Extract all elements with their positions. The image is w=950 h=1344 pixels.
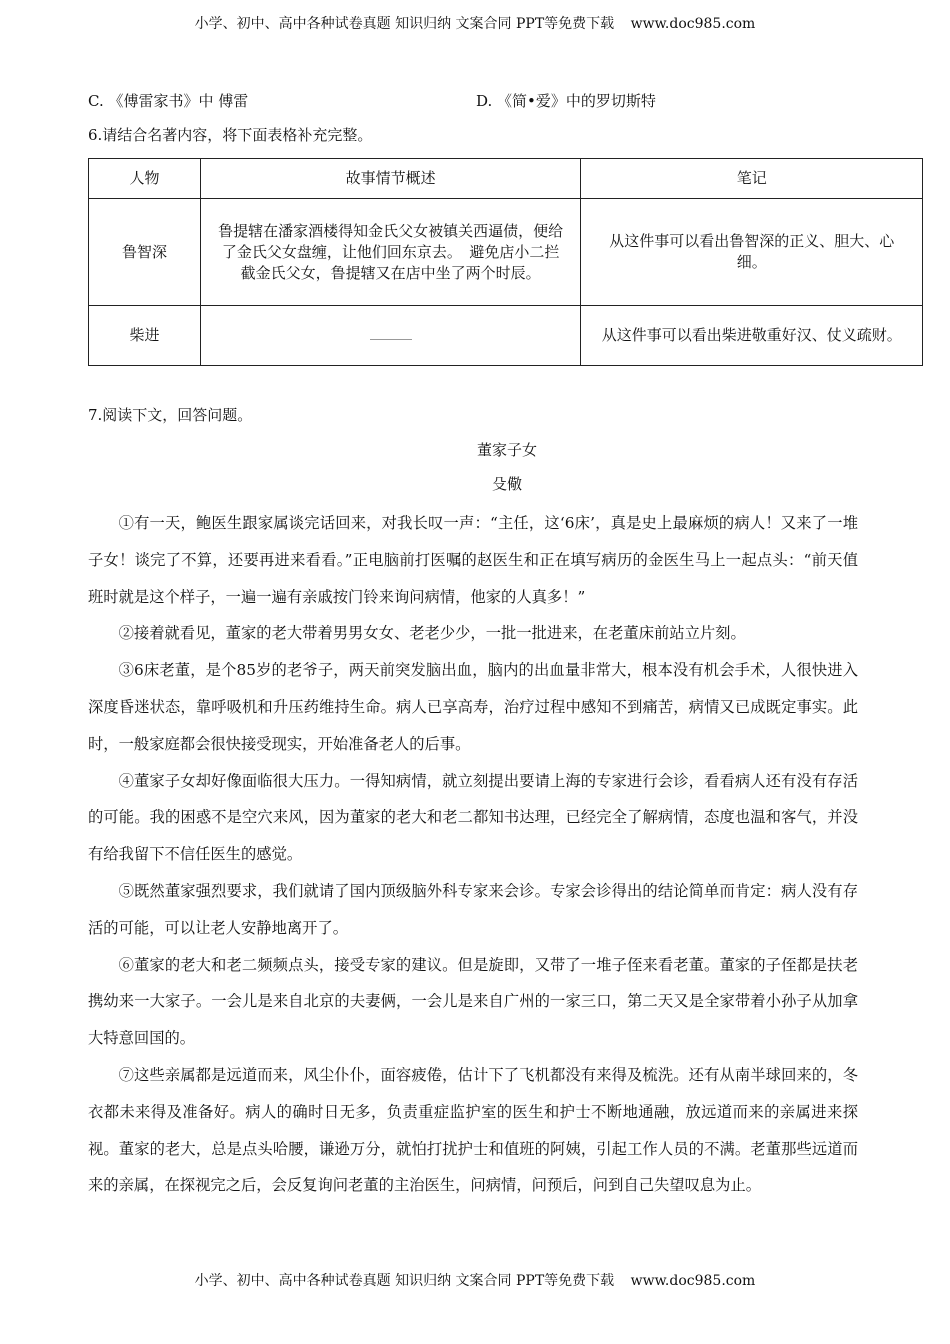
article-body [88,505,858,1204]
article-author: 殳儆 [491,475,522,493]
page-header [0,13,950,33]
option-d: D. 《简•爱》中的罗切斯特 [476,92,656,110]
question-6-prompt: 6.请结合名著内容，将下面表格补充完整。 [88,126,373,144]
paragraph: ②接着就看见，董家的老大带着男男女女、老老少少，一批一批进来，在老董床前站立片刻。 [118,624,746,643]
table-row [89,199,923,306]
header-plot: 故事情节概述 [200,159,581,199]
answer-blank [370,325,412,340]
page-footer [0,1270,950,1290]
question-7-prompt: 7.阅读下文，回答问题。 [88,406,253,424]
header-text: 小学、初中、高中各种试卷真题 知识归纳 文案合同 PPT等免费下载 [194,16,615,32]
cell-plot-blank[interactable] [200,306,581,366]
paragraph: ⑥董家的老大和老二频频点头，接受专家的建议。但是旋即，又带了一堆子侄来看老董。董家的子侄都是扶老携幼来一大家子。一会儿是来自北京的夫妻俩，一会儿是来自广州的一家三口，第二天又是全家带着小孙子从加拿大特意回国的。 [88,955,858,1048]
paragraph: ③6床老董，是个85岁的老爷子，两天前突发脑出血，脑内的出血量非常大，根本没有机会手术，人很快进入深度昏迷状态，靠呼吸机和升压药维持生命。病人已享高寿，治疗过程中感知不到痛苦，病情又已成既定事实。此时，一般家庭都会很快接受现实，开始准备老人的后事。 [88,661,858,753]
cell-plot: 鲁提辖在潘家酒楼得知金氏父女被镇关西逼债，便给了金氏父女盘缠，让他们回东京去。 避免店小二拦截金氏父女，鲁提辖又在店中坐了两个时辰。 [200,199,581,306]
q6-table [88,158,923,366]
header-site-link[interactable]: www.doc985.com [630,16,756,32]
paragraph: ④董家子女却好像面临很大压力。一得知病情，就立刻提出要请上海的专家进行会诊，看看病人还有没有存活的可能。我的困惑不是空穴来风，因为董家的老大和老二都知书达理，已经完全了解病情，态度也温和客气，并没有给我留下不信任医生的感觉。 [88,771,858,864]
cell-person: 鲁智深 [89,199,201,306]
paragraph: ⑤既然董家强烈要求，我们就请了国内顶级脑外科专家来会诊。专家会诊得出的结论简单而肯定：病人没有存活的可能，可以让老人安静地离开了。 [88,881,858,937]
article-title: 董家子女 [476,441,537,459]
footer-text: 小学、初中、高中各种试卷真题 知识归纳 文案合同 PPT等免费下载 [194,1273,615,1289]
option-c: C. 《傅雷家书》中 傅雷 [88,92,249,110]
cell-note: 从这件事可以看出柴进敬重好汉、仗义疏财。 [581,306,923,366]
footer-site-link[interactable]: www.doc985.com [630,1273,756,1289]
paragraph: ①有一天，鲍医生跟家属谈完话回来，对我长叹一声：“主任，这‘6床’，真是史上最麻烦的病人！又来了一堆子女！谈完了不算，还要再进来看看。”正电脑前打医嘱的赵医生和正在填写病历的金医生马上一起点头：“前天值班时就是这个样子，一遍一遍有亲戚按门铃来询问病情，他家的人真多！” [88,514,858,606]
header-note: 笔记 [581,159,923,199]
cell-person: 柴进 [89,306,201,366]
table-header-row [89,159,923,199]
table-row [89,306,923,366]
paragraph: ⑦这些亲属都是远道而来，风尘仆仆，面容疲倦，估计下了飞机都没有来得及梳洗。还有从南半球回来的，冬衣都未来得及准备好。病人的确时日无多，负责重症监护室的医生和护士不断地通融，放远道而来的亲属进来探视。董家的老大，总是点头哈腰，谦逊万分，就怕打扰护士和值班的阿姨，引起工作人员的不满。老董那些远道而来的亲属，在探视完之后，会反复询问老董的主治医生，问病情，问预后，问到自己失望叹息为止。 [88,1065,858,1195]
header-person: 人物 [89,159,201,199]
cell-note: 从这件事可以看出鲁智深的正义、胆大、心细。 [581,199,923,306]
